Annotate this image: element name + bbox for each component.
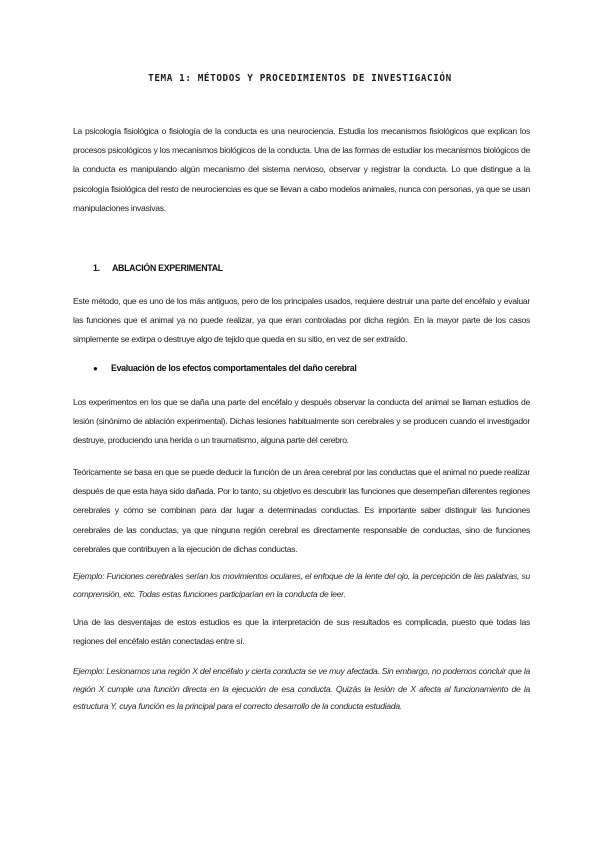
intro-paragraph: La psicología fisiológica o fisiología de la conducta es una neurociencia. Estudia los mecanismos fisiológicos que explican los procesos psicológicos y los mecanismos biológicos de la conducta. Una de las formas de estudiar los mecanismos biológicos de la conducta es manipulando algún mecanismo del sistema nervioso, observar y registrar la conducta. Lo que distingue a la psicología fisiológica del resto de neurociencias es que se llevan a cabo modelos animales, nunca con personas, ya que se usan manipulaciones invasivas. — [73, 126, 530, 213]
section-heading-ablacion — [93, 263, 223, 273]
example-paragraph-1: Ejemplo: Funciones cerebrales serían los movimientos oculares, el enfoque de la lente del ojo, la percepción de las palabras, su comprensión, etc. Todas estas funciones participarían en la conducta de leer. — [73, 571, 530, 599]
lesion-paragraph: Los experimentos en los que se daña una parte del encéfalo y después observar la conducta del animal se llaman estudios de lesión (sinónimo de ablación experimental). Dichas lesiones habitualmente son cerebrales y se producen cuando el investigador destruye, produciendo una herida o un traumatismo, alguna parte del cerebro. — [73, 397, 530, 446]
disadvantage-paragraph: Una de las desventajas de estos estudios es que la interpretación de sus resultados es complicada, puesto que todas las regiones del encéfalo están conectadas entre sí. — [73, 617, 530, 647]
ablacion-paragraph: Este método, que es uno de los más antiguos, pero de los principales usados, requiere destruir una parte del encéfalo y evaluar las funciones que el animal ya no puede realizar, ya que eran controladas por dicha región. En la mayor parte de los casos simplemente se extirpa o destruye algo de tejido que queda en su sitio, en vez de ser extraído. — [73, 296, 530, 345]
theory-paragraph: Teóricamente se basa en que se puede deducir la función de un área cerebral por las conductas que el animal no puede realizar después de que esta haya sido dañada. Por lo tanto, su objetivo es descubrir las funciones que desempeñan diferentes regiones cerebrales y cómo se combinan para dar lugar a determinadas conductas. Es importante saber distinguir las funciones cerebrales de las conductas, ya que ninguna región cerebral es directamente responsable de conductas, sino de funciones cerebrales que contribuyen a la ejecución de dichas conductas. — [73, 467, 530, 554]
subsection-heading — [93, 363, 357, 373]
section-number: 1. — [93, 263, 100, 273]
bullet-icon: ● — [93, 364, 98, 373]
page-title: TEMA 1: MÉTODOS Y PROCEDIMIENTOS DE INVESTIGACIÓN — [148, 73, 452, 84]
section-heading-text: ABLACIÓN EXPERIMENTAL — [112, 263, 223, 273]
subsection-heading-text: Evaluación de los efectos comportamentales del daño cerebral — [111, 363, 357, 373]
example-paragraph-2: Ejemplo: Lesionamos una región X del encéfalo y cierta conducta se ve muy afectada. Sin embargo, no podemos concluir que la región X cumple una función directa en la ejecución de esa conducta. Quizás la lesión de X afecta al funcionamiento de la estructura Y, cuya función es la principal para el correcto desarrollo de la conducta estudiada. — [73, 666, 530, 711]
